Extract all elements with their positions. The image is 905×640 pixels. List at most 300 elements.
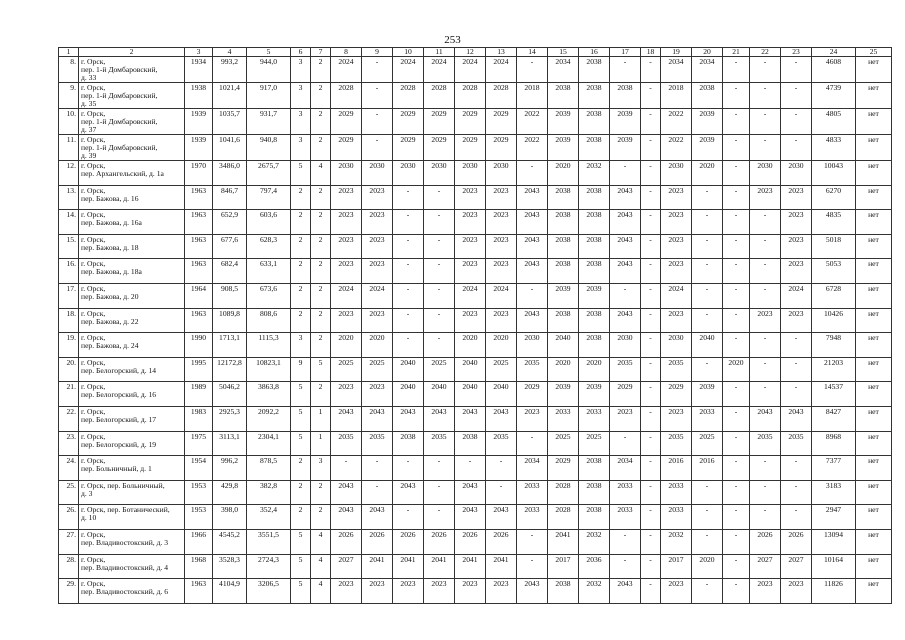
table-cell: 2029 <box>393 135 424 161</box>
table-cell: 2 <box>311 382 331 407</box>
table-cell: 2043 <box>517 579 548 604</box>
table-cell: 931,7 <box>247 109 291 135</box>
table-cell: - <box>692 259 723 284</box>
table-cell: 2043 <box>517 210 548 235</box>
address-cell <box>79 505 185 530</box>
table-cell: 2092,2 <box>247 406 291 431</box>
address-line: г. Орск, <box>81 529 106 539</box>
address-cell <box>79 259 185 284</box>
table-cell: 3 <box>311 456 331 481</box>
housing-repair-schedule-table <box>58 47 892 604</box>
table-cell: 3863,8 <box>247 382 291 407</box>
table-cell: 1995 <box>185 357 213 382</box>
table-cell: 5053 <box>812 259 856 284</box>
table-cell: 5 <box>291 161 311 186</box>
address-line: г. Орск, <box>81 57 106 66</box>
table-row <box>59 185 892 210</box>
table-row <box>59 579 892 604</box>
table-cell: 2030 <box>610 333 641 358</box>
table-cell: 1966 <box>185 529 213 554</box>
table-cell: 2043 <box>517 185 548 210</box>
table-cell: - <box>641 579 661 604</box>
table-cell: 2039 <box>610 135 641 161</box>
address-cell <box>79 283 185 308</box>
header-cell: 24 <box>812 48 856 57</box>
table-cell: - <box>750 259 781 284</box>
table-cell: 2023 <box>455 579 486 604</box>
address-line: г. Орск, <box>81 431 106 441</box>
table-cell: 2024 <box>455 283 486 308</box>
table-cell: 846,7 <box>213 185 247 210</box>
table-cell: 2023 <box>661 308 692 333</box>
table-cell: 1 <box>311 406 331 431</box>
table-cell: 2041 <box>393 554 424 579</box>
table-cell: - <box>517 57 548 83</box>
table-cell: - <box>781 135 812 161</box>
table-cell: - <box>641 109 661 135</box>
table-cell: нет <box>856 109 892 135</box>
table-cell: 5 <box>291 529 311 554</box>
table-cell: 2030 <box>362 161 393 186</box>
table-cell: - <box>723 234 750 259</box>
table-cell: 917,0 <box>247 83 291 109</box>
address-line: пер. Больничный, д. 1 <box>81 464 152 474</box>
table-cell: 2038 <box>455 431 486 456</box>
table-cell: 2022 <box>517 135 548 161</box>
address-cell <box>79 83 185 109</box>
address-line: д. 35 <box>81 99 97 108</box>
table-cell: 398,0 <box>213 505 247 530</box>
header-cell: 17 <box>610 48 641 57</box>
address-cell <box>79 109 185 135</box>
row-number: 28. <box>59 554 79 579</box>
table-cell: 2024 <box>661 283 692 308</box>
address-line: г. Орск, <box>81 83 106 92</box>
table-cell: 2026 <box>362 529 393 554</box>
table-cell: 2038 <box>579 234 610 259</box>
table-cell: 2038 <box>579 83 610 109</box>
table-cell: 2029 <box>393 109 424 135</box>
table-cell: - <box>723 406 750 431</box>
table-cell: 1089,8 <box>213 308 247 333</box>
table-cell: 3 <box>291 57 311 83</box>
table-row <box>59 406 892 431</box>
table-cell: 5 <box>291 579 311 604</box>
address-line: пер. Владивостокский, д. 6 <box>81 587 169 597</box>
address-cell <box>79 579 185 604</box>
table-cell: 2028 <box>548 480 579 505</box>
row-number: 14. <box>59 210 79 235</box>
header-cell: 10 <box>393 48 424 57</box>
header-cell: 14 <box>517 48 548 57</box>
table-row <box>59 234 892 259</box>
table-cell: - <box>723 456 750 481</box>
address-line: пер. Бажова, д. 24 <box>81 341 139 351</box>
table-row <box>59 161 892 186</box>
address-line: д. 33 <box>81 73 97 82</box>
table-cell: 2043 <box>486 505 517 530</box>
table-cell: 2038 <box>548 210 579 235</box>
table-cell: 6270 <box>812 185 856 210</box>
table-cell: 2023 <box>781 185 812 210</box>
table-cell: - <box>641 529 661 554</box>
address-line: пер. Владивостокский, д. 3 <box>81 537 169 547</box>
table-cell: 2038 <box>610 83 641 109</box>
table-cell: 2039 <box>579 283 610 308</box>
table-cell: нет <box>856 554 892 579</box>
table-cell: 2025 <box>692 431 723 456</box>
header-cell: 15 <box>548 48 579 57</box>
table-cell: 2043 <box>517 234 548 259</box>
table-cell: - <box>610 529 641 554</box>
header-cell: 25 <box>856 48 892 57</box>
row-number: 12. <box>59 161 79 186</box>
table-cell: - <box>393 185 424 210</box>
address-line: пер. 1-й Домбаровский, <box>81 91 158 100</box>
table-cell: 2026 <box>781 529 812 554</box>
table-cell: 2023 <box>455 210 486 235</box>
table-cell: 2043 <box>750 406 781 431</box>
table-cell: - <box>362 456 393 481</box>
table-cell: - <box>610 283 641 308</box>
table-cell: 2017 <box>548 554 579 579</box>
table-cell: 2033 <box>517 505 548 530</box>
table-cell: 2025 <box>331 357 362 382</box>
table-cell: 2034 <box>548 57 579 83</box>
table-cell: 2 <box>311 185 331 210</box>
table-cell: 2 <box>291 185 311 210</box>
address-line: г. Орск, <box>81 109 106 118</box>
table-cell: 2038 <box>548 234 579 259</box>
table-cell: 4739 <box>812 83 856 109</box>
table-cell: - <box>424 505 455 530</box>
row-number: 27. <box>59 529 79 554</box>
table-cell: нет <box>856 259 892 284</box>
table-row <box>59 382 892 407</box>
address-cell <box>79 210 185 235</box>
table-cell: - <box>610 431 641 456</box>
table-cell: 2023 <box>661 259 692 284</box>
table-cell: - <box>750 57 781 83</box>
header-cell: 4 <box>213 48 247 57</box>
table-cell: 2030 <box>517 333 548 358</box>
table-row <box>59 357 892 382</box>
table-cell: нет <box>856 333 892 358</box>
table-cell: - <box>781 57 812 83</box>
table-cell: 2024 <box>781 283 812 308</box>
table-cell: - <box>641 210 661 235</box>
table-cell: 2 <box>311 480 331 505</box>
table-cell: 2043 <box>610 210 641 235</box>
table-cell: нет <box>856 529 892 554</box>
table-cell: 2018 <box>661 83 692 109</box>
table-cell: - <box>641 57 661 83</box>
row-number: 15. <box>59 234 79 259</box>
table-cell: - <box>641 480 661 505</box>
table-cell: 2033 <box>548 406 579 431</box>
table-cell: 2034 <box>692 57 723 83</box>
header-cell: 22 <box>750 48 781 57</box>
table-cell: 2023 <box>486 234 517 259</box>
table-cell: - <box>781 456 812 481</box>
table-cell: 2030 <box>661 161 692 186</box>
table-cell: 2029 <box>486 109 517 135</box>
table-row <box>59 431 892 456</box>
table-cell: - <box>641 431 661 456</box>
table-cell: 2038 <box>579 57 610 83</box>
table-cell: 2023 <box>331 579 362 604</box>
table-cell: - <box>723 109 750 135</box>
header-cell: 12 <box>455 48 486 57</box>
table-cell: 2043 <box>362 505 393 530</box>
table-cell: 1989 <box>185 382 213 407</box>
table-cell: - <box>723 529 750 554</box>
table-cell: 2029 <box>424 109 455 135</box>
table-cell: - <box>750 456 781 481</box>
table-cell: - <box>641 382 661 407</box>
table-cell: 1953 <box>185 480 213 505</box>
table-cell: 2022 <box>661 135 692 161</box>
address-line: пер. 1-й Домбаровский, <box>81 143 158 152</box>
address-line: г. Орск, <box>81 283 106 293</box>
address-line: г. Орск, <box>81 210 106 220</box>
table-cell: - <box>781 505 812 530</box>
table-cell: 797,4 <box>247 185 291 210</box>
row-number: 20. <box>59 357 79 382</box>
table-cell: 2020 <box>548 357 579 382</box>
table-cell: 2016 <box>692 456 723 481</box>
table-cell: - <box>362 480 393 505</box>
address-cell <box>79 382 185 407</box>
header-cell: 16 <box>579 48 610 57</box>
table-cell: 2036 <box>579 554 610 579</box>
table-cell: нет <box>856 210 892 235</box>
table-cell: - <box>781 357 812 382</box>
table-cell: 10164 <box>812 554 856 579</box>
table-cell: 2038 <box>579 505 610 530</box>
table-cell: 4 <box>311 529 331 554</box>
table-row <box>59 109 892 135</box>
table-cell: 2035 <box>331 431 362 456</box>
address-cell <box>79 185 185 210</box>
table-cell: 878,5 <box>247 456 291 481</box>
table-cell: 2947 <box>812 505 856 530</box>
table-cell: 2023 <box>362 579 393 604</box>
table-cell: 2038 <box>579 185 610 210</box>
row-number: 10. <box>59 109 79 135</box>
address-line: пер. 1-й Домбаровский, <box>81 117 158 126</box>
table-cell: 2020 <box>692 161 723 186</box>
table-row <box>59 83 892 109</box>
table-cell: - <box>393 456 424 481</box>
table-cell: - <box>486 456 517 481</box>
table-cell: 2038 <box>579 109 610 135</box>
table-cell: нет <box>856 161 892 186</box>
table-cell: 1954 <box>185 456 213 481</box>
table-cell: 2023 <box>362 210 393 235</box>
address-line: пер. 1-й Домбаровский, <box>81 65 158 74</box>
address-cell <box>79 234 185 259</box>
table-cell: 2025 <box>579 431 610 456</box>
table-cell: - <box>641 161 661 186</box>
table-cell: 2 <box>311 109 331 135</box>
table-cell: 1964 <box>185 283 213 308</box>
table-cell: 908,5 <box>213 283 247 308</box>
table-cell: 2033 <box>579 406 610 431</box>
table-cell: 2032 <box>579 161 610 186</box>
table-cell: 2 <box>311 135 331 161</box>
table-cell: 2024 <box>424 57 455 83</box>
row-number: 26. <box>59 505 79 530</box>
table-cell: 1963 <box>185 185 213 210</box>
table-cell: 2043 <box>610 308 641 333</box>
table-cell: 628,3 <box>247 234 291 259</box>
table-cell: 2 <box>291 480 311 505</box>
table-cell: - <box>692 529 723 554</box>
address-cell <box>79 406 185 431</box>
row-number: 25. <box>59 480 79 505</box>
table-cell: 14537 <box>812 382 856 407</box>
table-cell: 2029 <box>424 135 455 161</box>
table-cell: 2035 <box>610 357 641 382</box>
table-cell: - <box>750 283 781 308</box>
table-cell: 1975 <box>185 431 213 456</box>
table-cell: - <box>331 456 362 481</box>
table-cell: 2039 <box>579 382 610 407</box>
table-cell: 2029 <box>455 135 486 161</box>
table-cell: 1115,3 <box>247 333 291 358</box>
table-cell: 2023 <box>661 234 692 259</box>
address-line: д. 39 <box>81 151 97 160</box>
table-cell: 4104,9 <box>213 579 247 604</box>
table-cell: - <box>750 333 781 358</box>
table-cell: 3183 <box>812 480 856 505</box>
table-cell: 21203 <box>812 357 856 382</box>
table-cell: 5 <box>291 431 311 456</box>
table-cell: - <box>393 234 424 259</box>
table-cell: 2038 <box>579 333 610 358</box>
table-cell: 2034 <box>661 57 692 83</box>
table-cell: 2038 <box>692 83 723 109</box>
table-cell: 2030 <box>486 161 517 186</box>
address-line: пер. Белогорский, д. 17 <box>81 414 157 424</box>
table-cell: 2724,3 <box>247 554 291 579</box>
row-number: 21. <box>59 382 79 407</box>
table-cell: - <box>641 357 661 382</box>
table-cell: 2041 <box>424 554 455 579</box>
table-cell: - <box>641 283 661 308</box>
table-cell: 2020 <box>548 161 579 186</box>
table-cell: - <box>641 135 661 161</box>
table-cell: 2034 <box>517 456 548 481</box>
table-cell: 2030 <box>750 161 781 186</box>
table-cell: 2035 <box>362 431 393 456</box>
table-cell: 2023 <box>362 234 393 259</box>
table-cell: - <box>424 456 455 481</box>
table-cell: 10426 <box>812 308 856 333</box>
table-cell: 1035,7 <box>213 109 247 135</box>
address-line: пер. Архангельский, д. 1а <box>81 169 164 178</box>
table-cell: 2043 <box>610 234 641 259</box>
table-cell: 2033 <box>517 480 548 505</box>
address-cell <box>79 480 185 505</box>
table-cell: 2023 <box>610 406 641 431</box>
table-cell: 2033 <box>610 505 641 530</box>
table-cell: 2028 <box>455 83 486 109</box>
table-cell: 2023 <box>455 259 486 284</box>
table-cell: нет <box>856 357 892 382</box>
table-cell: 10043 <box>812 161 856 186</box>
table-cell: 3528,3 <box>213 554 247 579</box>
table-cell: - <box>424 234 455 259</box>
table-row <box>59 505 892 530</box>
table-cell: 2043 <box>331 480 362 505</box>
table-cell: 2038 <box>393 431 424 456</box>
table-cell: 2024 <box>331 57 362 83</box>
table-cell: 2023 <box>781 579 812 604</box>
address-line: г. Орск, <box>81 161 106 170</box>
table-cell: 2026 <box>424 529 455 554</box>
table-cell: нет <box>856 406 892 431</box>
table-cell: 603,6 <box>247 210 291 235</box>
address-line: пер. Владивостокский, д. 4 <box>81 562 169 572</box>
table-cell: - <box>781 382 812 407</box>
table-cell: 2039 <box>548 109 579 135</box>
table-cell: 1963 <box>185 308 213 333</box>
table-cell: 1963 <box>185 579 213 604</box>
table-cell: 5018 <box>812 234 856 259</box>
address-line: г. Орск, <box>81 554 106 564</box>
table-cell: - <box>723 480 750 505</box>
table-cell: 2039 <box>548 283 579 308</box>
table-cell: нет <box>856 57 892 83</box>
table-cell: 2 <box>311 283 331 308</box>
table-cell: 8427 <box>812 406 856 431</box>
table-cell: - <box>723 283 750 308</box>
table-cell: нет <box>856 456 892 481</box>
table-cell: - <box>692 185 723 210</box>
table-cell: - <box>750 109 781 135</box>
table-cell: - <box>723 135 750 161</box>
table-cell: 3551,5 <box>247 529 291 554</box>
table-cell: 7948 <box>812 333 856 358</box>
table-cell: 2043 <box>486 406 517 431</box>
table-cell: 2 <box>311 333 331 358</box>
address-line: г. Орск, <box>81 259 106 269</box>
table-cell: 2023 <box>750 185 781 210</box>
table-cell: 2024 <box>362 283 393 308</box>
table-cell: 1970 <box>185 161 213 186</box>
table-cell: нет <box>856 283 892 308</box>
table-cell: 944,0 <box>247 57 291 83</box>
table-cell: 9 <box>291 357 311 382</box>
table-cell: - <box>455 456 486 481</box>
table-cell: 2043 <box>455 505 486 530</box>
table-cell: 4608 <box>812 57 856 83</box>
table-cell: - <box>641 406 661 431</box>
table-cell: 2026 <box>486 529 517 554</box>
table-cell: - <box>393 259 424 284</box>
table-cell: 2023 <box>331 308 362 333</box>
table-cell: 5 <box>311 357 331 382</box>
table-cell: 6728 <box>812 283 856 308</box>
header-cell: 1 <box>59 48 79 57</box>
table-cell: 1990 <box>185 333 213 358</box>
table-cell: 2035 <box>661 431 692 456</box>
address-line: г. Орск, <box>81 382 106 392</box>
table-cell: 2 <box>291 505 311 530</box>
table-cell: 2043 <box>610 579 641 604</box>
